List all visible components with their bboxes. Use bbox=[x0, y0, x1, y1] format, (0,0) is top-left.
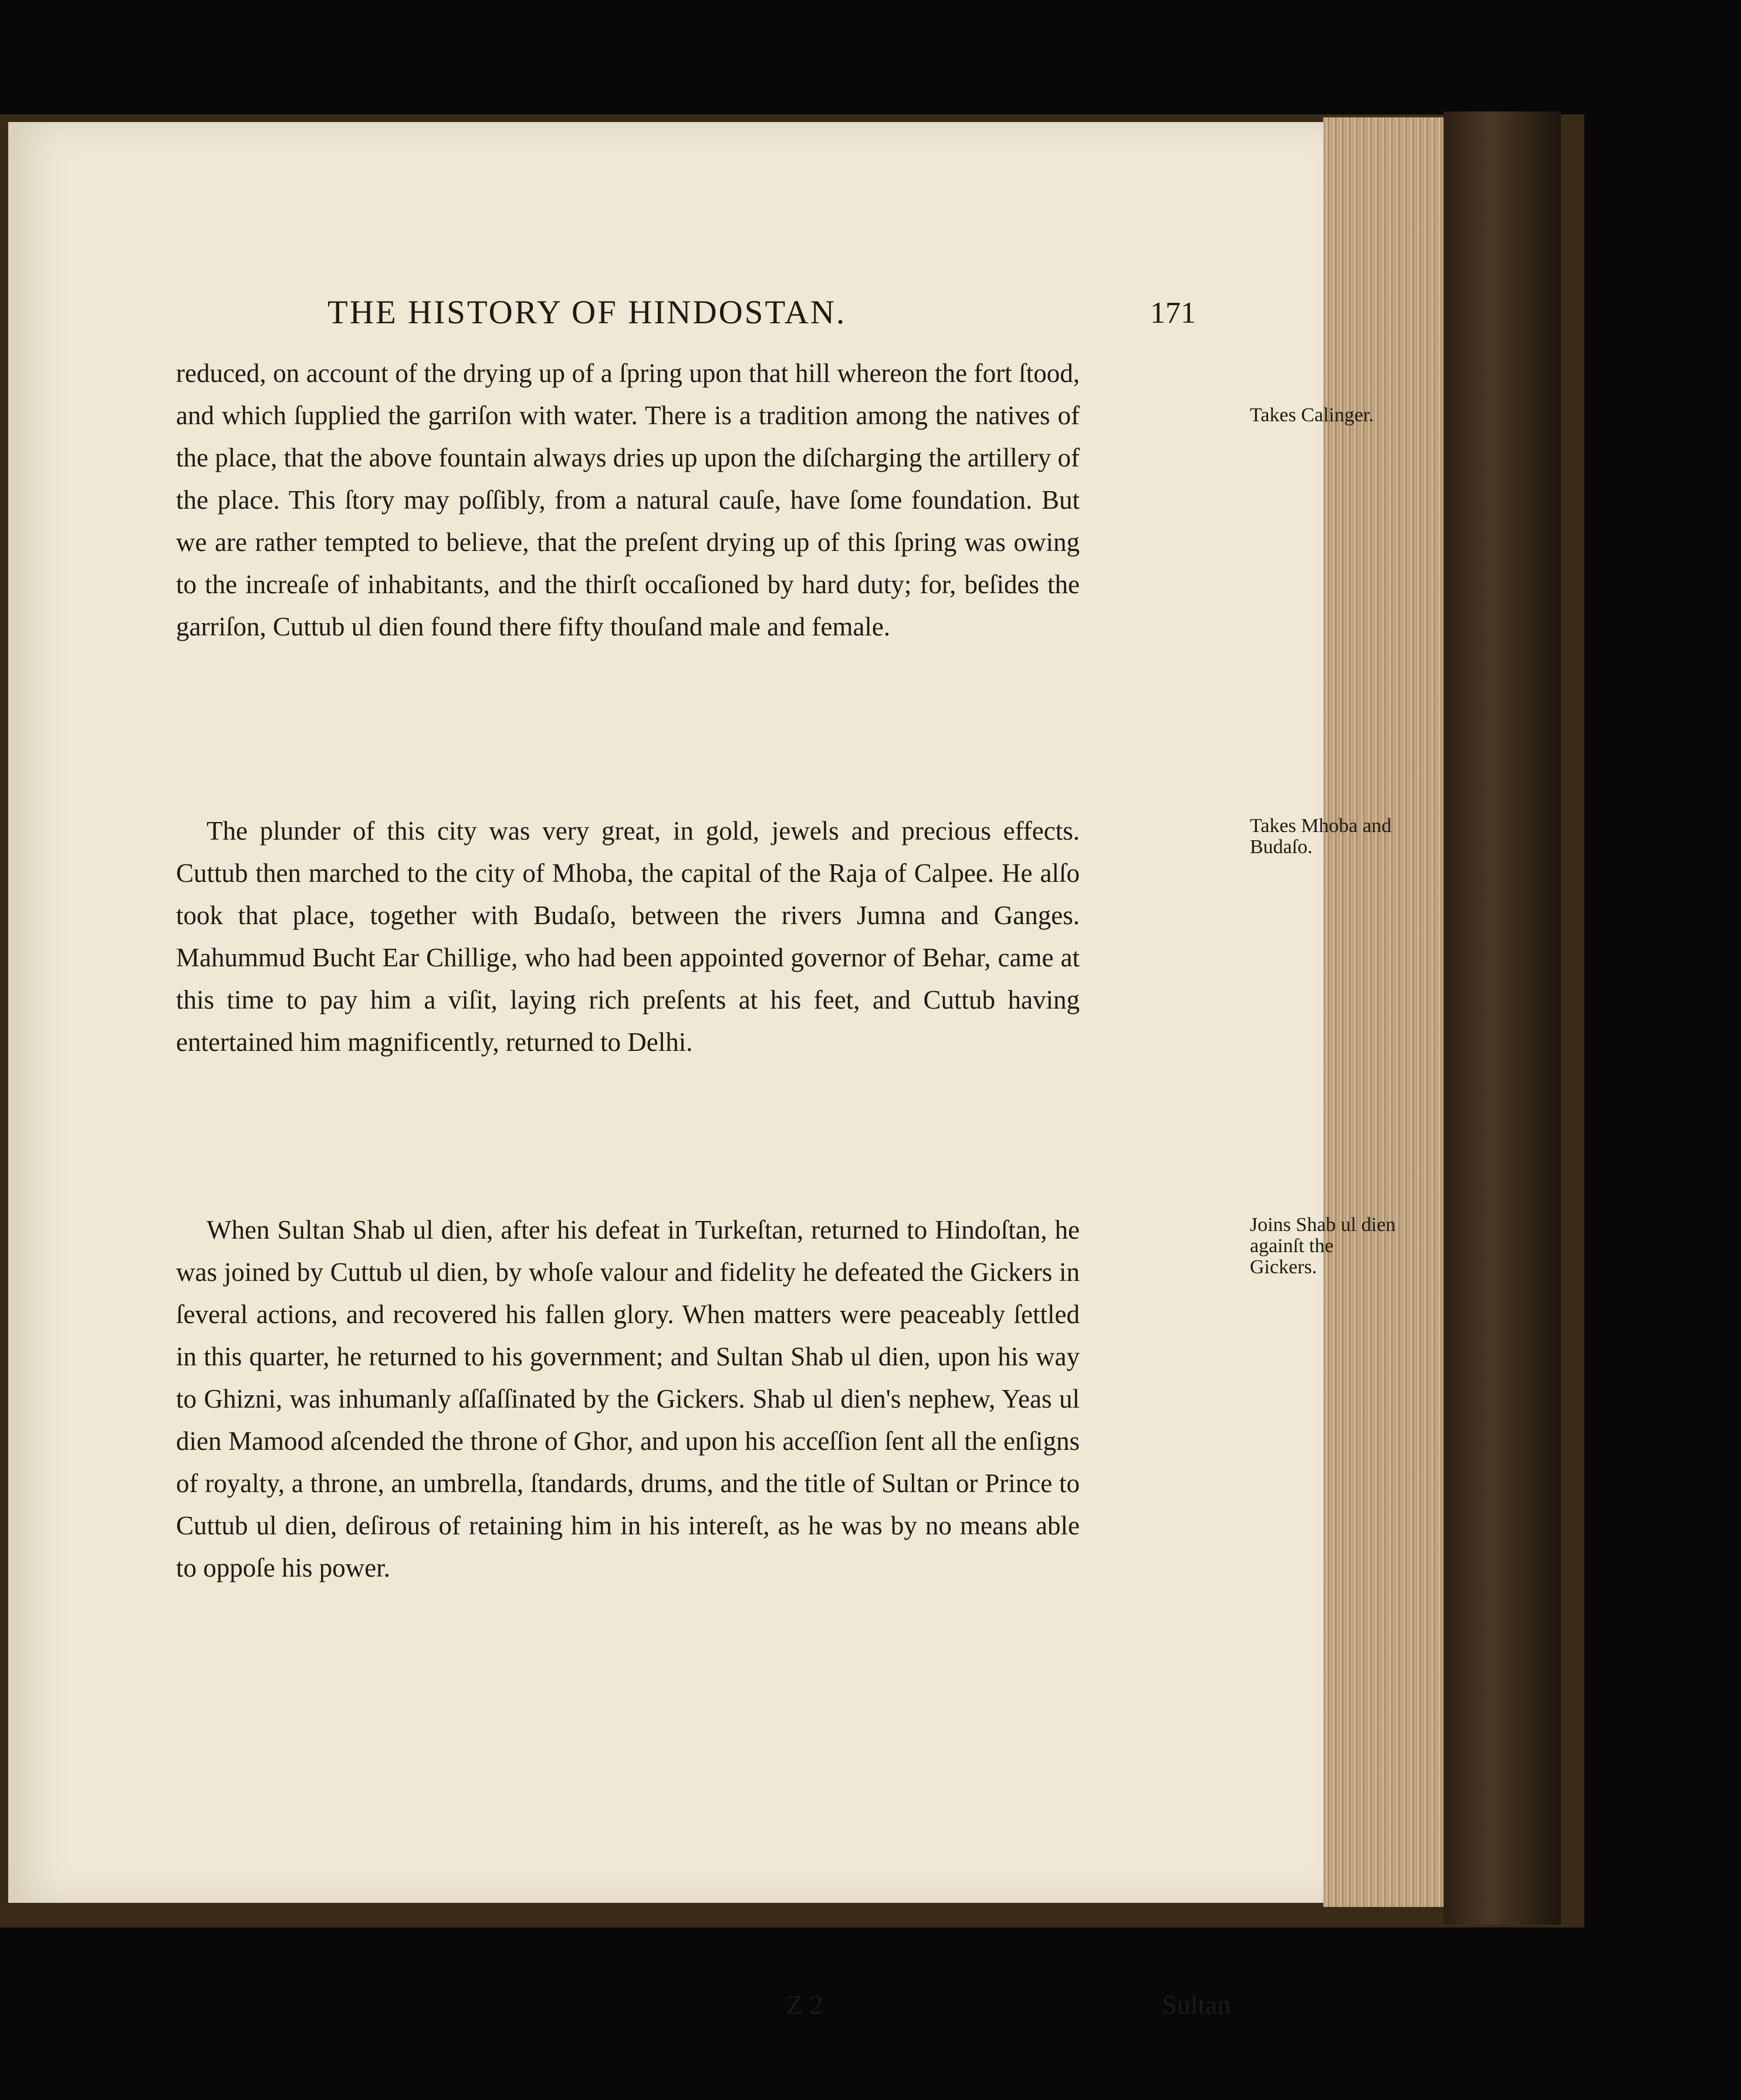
running-title: THE HISTORY OF HINDOSTAN. bbox=[327, 294, 847, 331]
page-fore-edge bbox=[1323, 117, 1449, 1907]
paragraph-3: When Sultan Shab ul dien, after his defeat in Turkeſtan, returned to Hindoſtan, he was joined by Cuttub ul dien, by whoſe valour and fidelity he defeated the Gickers in ſeveral actions, and recovered his fallen glory. When matters were peaceably ſettled in this quarter, he returned to his government; and Sultan Shab ul dien, upon his way to Ghizni, was inhumanly aſſaſſinated by the Gickers. Shab ul dien's nephew, Yeas ul dien Mamood aſcended the throne of Ghor, and upon his acceſſion ſent all the enſigns of royalty, a throne, an umbrella, ſtandards, drums, and the title of Sultan or Prince to Cuttub ul dien, deſirous of retaining him in his intereſt, as he was by no means able to oppoſe his power. bbox=[176, 1215, 1080, 1582]
running-head bbox=[176, 288, 1196, 334]
page-number: 171 bbox=[1150, 296, 1196, 330]
book-binding-edge bbox=[1443, 111, 1561, 1925]
catchword: Sultan bbox=[1162, 1990, 1231, 2020]
margin-note-mhoba: Takes Mhoba and Budaſo. bbox=[1250, 815, 1392, 858]
signature-mark: Z 2 bbox=[786, 1990, 823, 2020]
margin-note-calinger: Takes Calinger. bbox=[1250, 404, 1374, 426]
paragraph-1: reduced, on account of the drying up of a ſpring upon that hill whereon the fort ſtood, and which ſupplied the garriſon with water. There is a tradition among the natives of the place, that the above fountain always dries up upon the diſcharging the artillery of the place. This ſtory may poſſibly, from a natural cauſe, have ſome foundation. But we are rather tempted to believe, that the preſent drying up of this ſpring was owing to the increaſe of inhabitants, and the thirſt occaſioned by hard duty; for, beſides the garriſon, Cuttub ul dien found there fifty thouſand male and female. bbox=[176, 359, 1080, 641]
margin-note-gickers: Joins Shab ul dien againſt the Gickers. bbox=[1250, 1214, 1396, 1278]
paragraph-2: The plunder of this city was very great, in gold, jewels and precious effects. Cuttub then marched to the city of Mhoba, the capital of the Raja of Calpee. He alſo took that place, together with Budaſo, between the rivers Jumna and Ganges. Mahummud Bucht Ear Chillige, who had been appointed governor of Behar, came at this time to pay him a viſit, laying rich preſents at his feet, and Cuttub having entertained him magnificently, returned to Delhi. bbox=[176, 816, 1080, 1057]
